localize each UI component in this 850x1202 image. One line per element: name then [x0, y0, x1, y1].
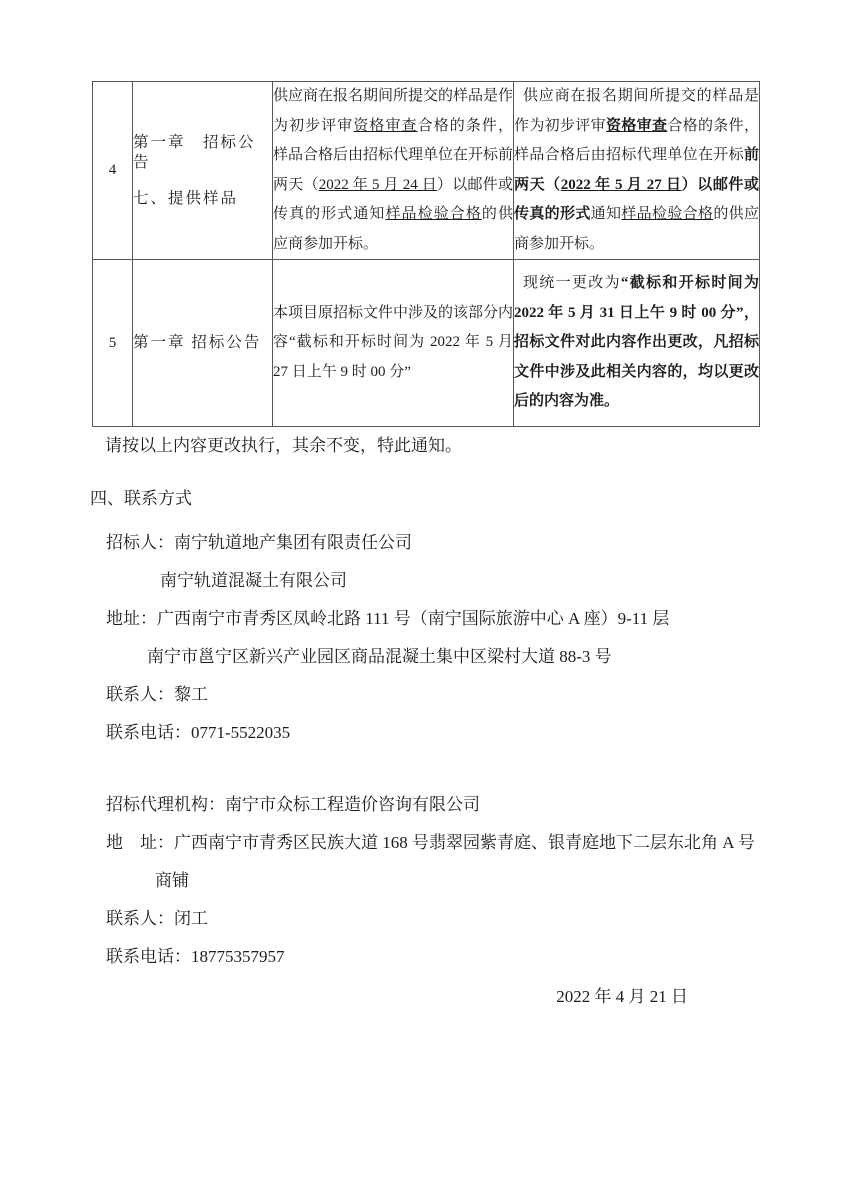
changed-content-text: 供应商在报名期间所提交的样品是作为初步评审资格审查合格的条件，样品合格后由招标代理单位在开标前两天（2022 年 5 月 27 日）以邮件或传真的形式通知样品检验合格的供应商参加开标。	[514, 88, 759, 252]
notice-line: 请按以上内容更改执行，其余不变，特此通知。	[105, 436, 462, 455]
original-content-text: 本项目原招标文件中涉及的该部分内容“截标和开标时间为 2022 年 5 月 27 日上午 9 时 00 分”	[273, 304, 514, 380]
tenderer-name-line2: 南宁轨道混凝土有限公司	[160, 571, 347, 590]
agency-address-line2: 商铺	[155, 871, 189, 890]
row-number: 5	[93, 260, 133, 427]
changed-content-cell	[514, 82, 760, 260]
agency-contact-person: 联系人：闭工	[106, 909, 208, 928]
tenderer-name-line: 招标人：南宁轨道地产集团有限责任公司	[106, 533, 412, 552]
tenderer-contact-block	[90, 524, 768, 752]
changed-content-cell	[514, 260, 760, 427]
table-row	[93, 82, 760, 260]
original-content-cell	[273, 260, 514, 427]
chapter-cell	[133, 82, 273, 260]
chapter-line: 七、提供样品	[133, 189, 239, 207]
agency-address-line1: 地 址：广西南宁市青秀区民族大道 168 号翡翠园紫青庭、银青庭地下二层东北角 A 号	[106, 833, 755, 852]
contacts-section-heading: 四、联系方式	[90, 489, 192, 508]
tenderer-address-line2: 南宁市邕宁区新兴产业园区商品混凝土集中区梁村大道 88-3 号	[147, 647, 612, 666]
chapter-line: 第一章 招标公告	[133, 133, 256, 171]
row-number: 4	[93, 82, 133, 260]
changed-content-text: 现统一更改为“截标和开标时间为 2022 年 5 月 31 日上午 9 时 00 分”，招标文件对此内容作出更改，凡招标文件中涉及此相关内容的，均以更改后的内容为准。	[514, 275, 759, 410]
original-content-cell	[273, 82, 514, 260]
agency-contact-phone: 联系电话：18775357957	[106, 947, 285, 966]
chapter-cell	[133, 260, 273, 427]
chapter-line: 第一章 招标公告	[133, 334, 262, 351]
agency-name-line: 招标代理机构：南宁市众标工程造价咨询有限公司	[106, 795, 480, 814]
change-table	[92, 81, 760, 427]
tenderer-address-line1: 地址：广西南宁市青秀区凤岭北路 111 号（南宁国际旅游中心 A 座）9-11 层	[106, 609, 670, 628]
tenderer-contact-phone: 联系电话：0771-5522035	[106, 723, 291, 742]
document-body	[90, 425, 768, 1033]
document-date: 2022 年 4 月 21 日	[556, 987, 688, 1006]
tenderer-contact-person: 联系人：黎工	[106, 685, 208, 704]
agency-contact-block	[90, 786, 768, 976]
table-row	[93, 260, 760, 427]
original-content-text: 供应商在报名期间所提交的样品是作为初步评审资格审查合格的条件，样品合格后由招标代理单位在开标前两天（2022 年 5 月 24 日）以邮件或传真的形式通知样品检验合格的供应商参加开标。	[273, 88, 514, 252]
